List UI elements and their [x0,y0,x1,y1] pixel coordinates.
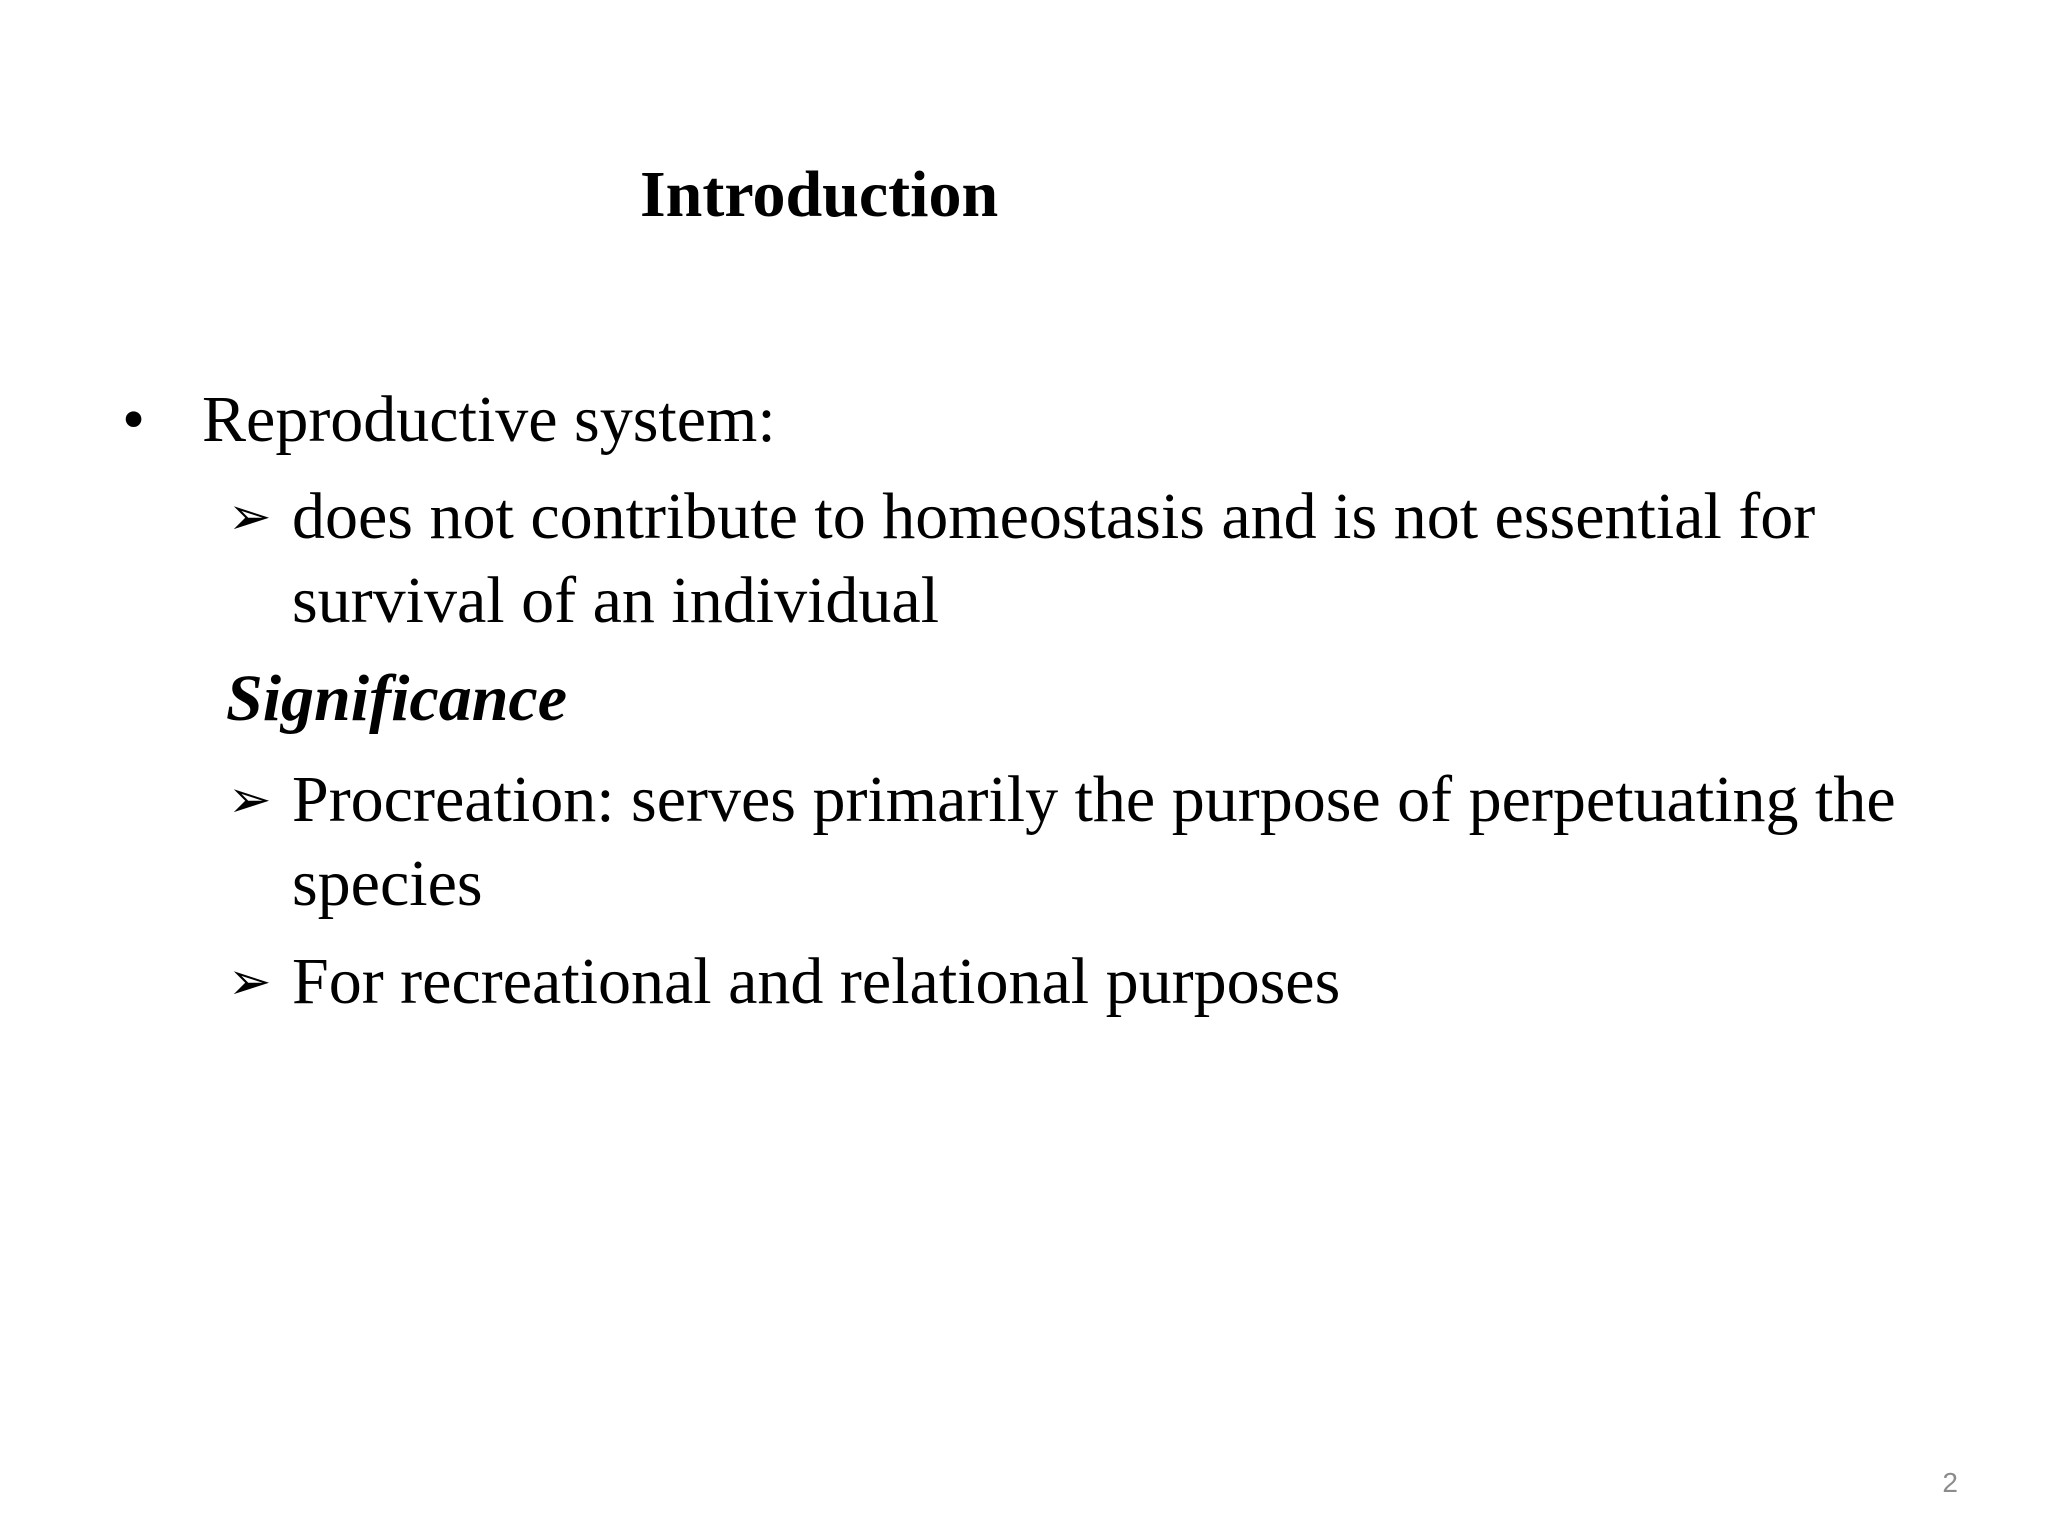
slide-title: Introduction [640,158,999,231]
sub-point-text: does not contribute to homeostasis and is not essential for survival of an individual [292,480,1816,637]
page-number: 2 [1942,1467,1958,1498]
arrow-bullet-icon: ➢ [228,487,272,547]
bullet-item-reproductive-system [122,380,776,460]
bullet-text: Reproductive system: [202,383,776,456]
sub-point-text: Procreation: serves primarily the purpose of perpetuating the species [292,763,1896,920]
significance-heading: Significance [226,662,567,735]
sub-point-recreational [228,940,1908,1024]
arrow-bullet-icon: ➢ [228,952,272,1012]
arrow-bullet-icon: ➢ [228,770,272,830]
bullet-dot-icon: • [122,383,146,456]
sub-point-text: For recreational and relational purposes [292,945,1341,1018]
sub-point-homeostasis [228,475,1908,643]
sub-point-procreation [228,758,1908,926]
